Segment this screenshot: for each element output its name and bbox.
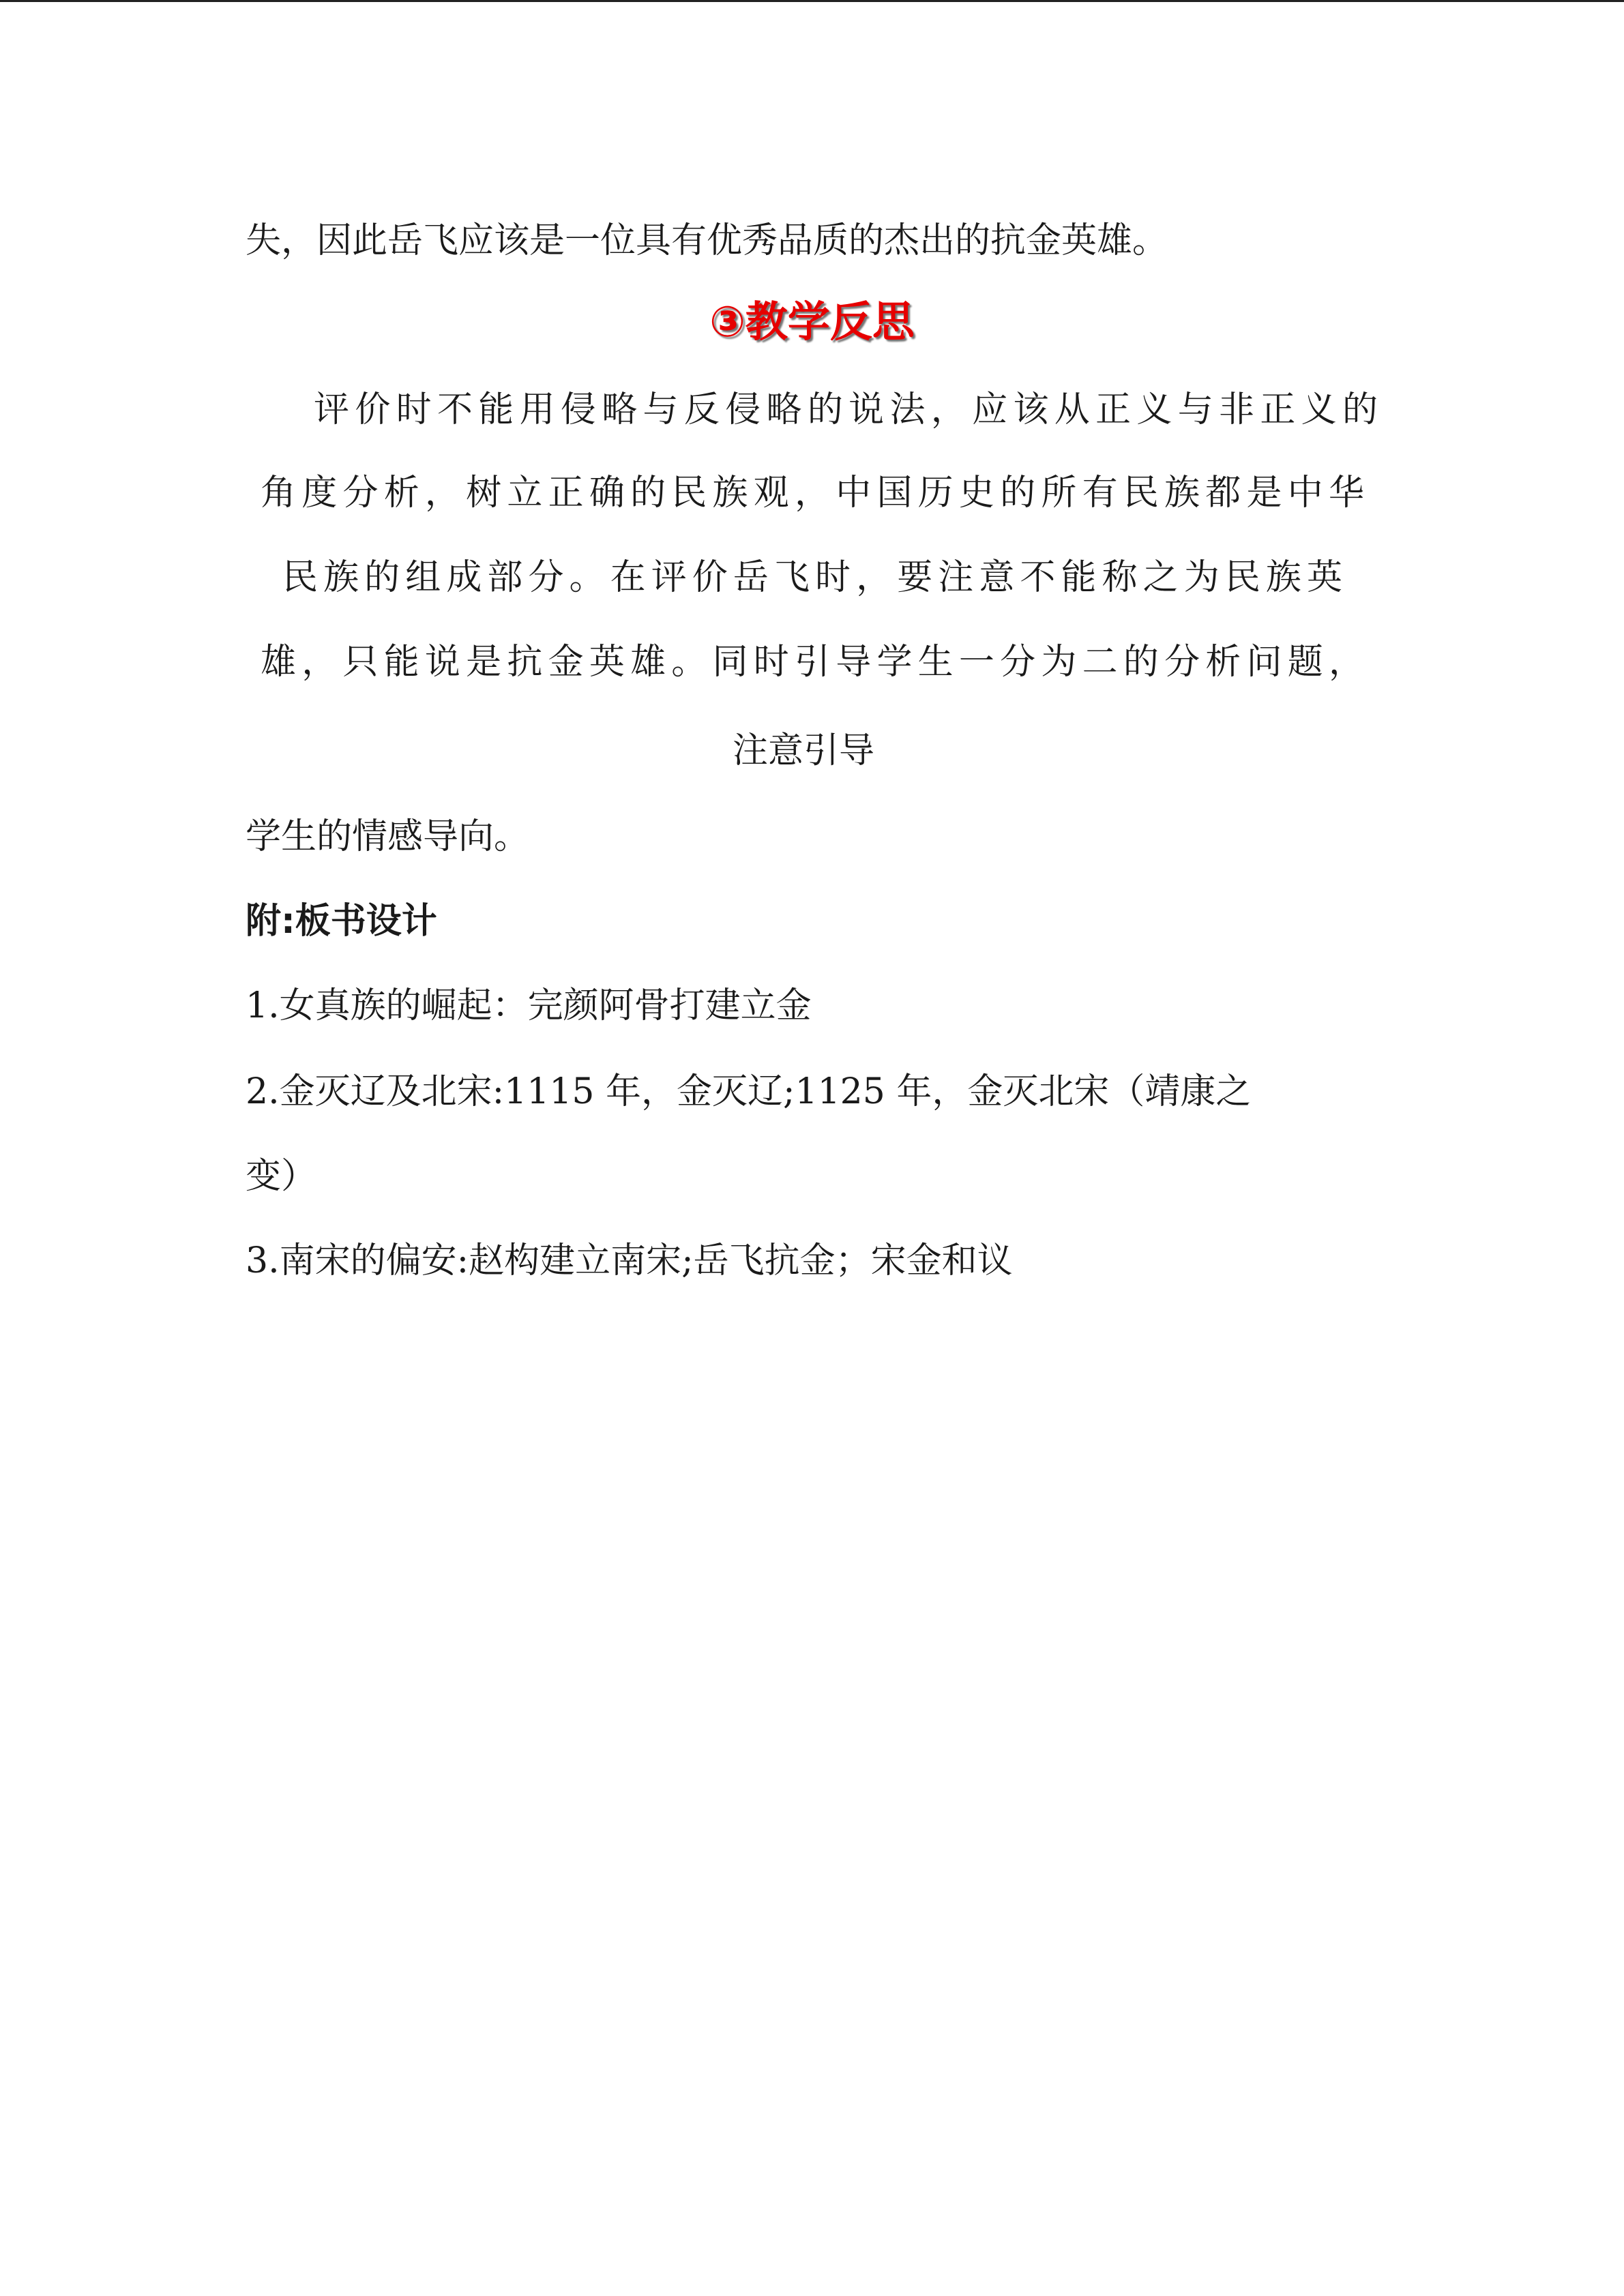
appendix-title: 附:板书设计 [246, 901, 437, 942]
body-text-line: 失，因此岳飞应该是一位具有优秀品质的杰出的抗金英雄。 [246, 220, 1168, 261]
paragraph-line: 注意引导 [733, 730, 875, 771]
page-top-border [0, 0, 1624, 2]
paragraph-line: 角度分析，树立正确的民族观，中国历史的所有民族都是中华 [261, 473, 1364, 513]
list-item: 2.金灭辽及北宋:1115 年，金灭辽;1125 年，金灭北宋（靖康之 [246, 1071, 1252, 1112]
list-item: 3.南宋的偏安:赵构建立南宋;岳飞抗金；宋金和议 [246, 1240, 1013, 1281]
paragraph-line: 雄，只能说是抗金英雄。同时引导学生一分为二的分析问题， [261, 642, 1364, 683]
paragraph-line: 民族的组成部分。在评价岳飞时，要注意不能称之为民族英 [282, 557, 1342, 598]
list-item-continuation: 变） [246, 1156, 317, 1197]
paragraph-line: 评价时不能用侵略与反侵略的说法，应该从正义与非正义的 [314, 389, 1378, 430]
list-item: 1.女真族的崛起：完颜阿骨打建立金 [246, 985, 812, 1026]
section-heading: ③教学反思 [709, 297, 915, 346]
paragraph-line: 学生的情感导向。 [246, 816, 530, 857]
